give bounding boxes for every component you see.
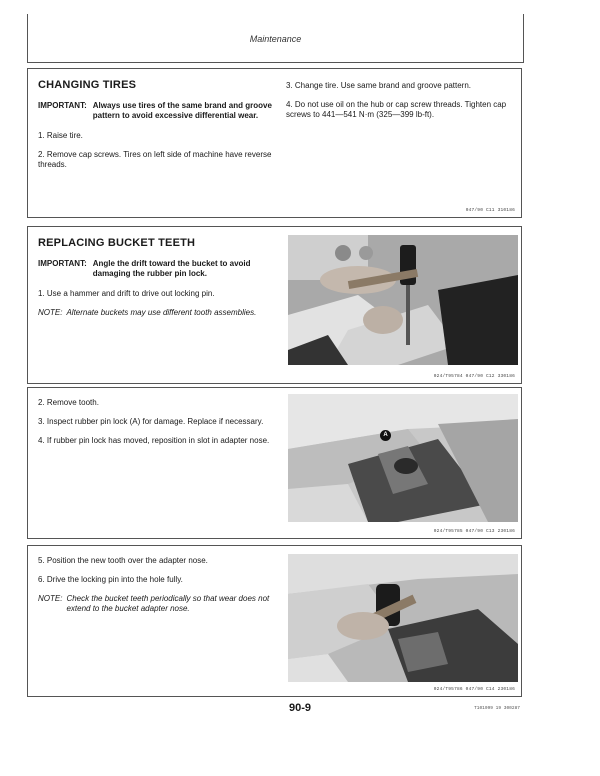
step-5: 5. Position the new tooth over the adapter nose. xyxy=(38,556,208,565)
note xyxy=(38,308,276,318)
step-2: 2. Remove tooth. xyxy=(38,398,99,407)
panel-install-tooth xyxy=(27,545,522,697)
step-4: 4. If rubber pin lock has moved, reposition in slot in adapter nose. xyxy=(38,436,270,445)
important-label: IMPORTANT: xyxy=(38,259,87,268)
note-label: NOTE: xyxy=(38,594,63,603)
note-text: Alternate buckets may use different tooth assemblies. xyxy=(66,308,257,317)
important-label: IMPORTANT: xyxy=(38,101,87,110)
important-text: Angle the drift toward the bucket to avoid damaging the rubber pin lock. xyxy=(92,259,251,278)
note-text: Check the bucket teeth periodically so that wear does not extend to the bucket adapter nose. xyxy=(66,594,270,613)
adapter-nose-photo xyxy=(288,394,518,522)
step-3: 3. Inspect rubber pin lock (A) for damage. Replace if necessary. xyxy=(38,417,264,426)
changing-tires-heading: CHANGING TIRES xyxy=(38,79,137,91)
step-1: 1. Raise tire. xyxy=(38,131,83,140)
note-label: NOTE: xyxy=(38,308,63,317)
callout-a: A xyxy=(380,430,391,441)
reference-code: 024/T95786 047/90 C14 230186 xyxy=(433,687,515,692)
reference-code: 024/T95784 047/90 C12 330186 xyxy=(433,374,515,379)
replacing-teeth-heading: REPLACING BUCKET TEETH xyxy=(38,237,196,249)
step-6: 6. Drive the locking pin into the hole fully. xyxy=(38,575,183,584)
header-frame xyxy=(27,14,524,63)
page-number: 90-9 xyxy=(288,702,312,714)
step-3: 3. Change tire. Use same brand and groove pattern. xyxy=(286,81,471,90)
step-1: 1. Use a hammer and drift to drive out locking pin. xyxy=(38,289,215,298)
step-2: 2. Remove cap screws. Tires on left side of machine have reverse threads. xyxy=(38,150,272,169)
important-notice xyxy=(38,101,276,121)
important-text: Always use tires of the same brand and groove pattern to avoid excessive differential wear. xyxy=(92,101,272,120)
footer-code: T101099 19 300287 xyxy=(474,706,520,711)
panel-remove-tooth xyxy=(27,387,522,539)
panel-changing-tires xyxy=(27,68,522,218)
note xyxy=(38,594,276,614)
reference-code: 024/T95785 047/90 C13 230186 xyxy=(433,529,515,534)
reference-code: 047/90 C11 310186 xyxy=(465,208,515,213)
step-4: 4. Do not use oil on the hub or cap screw threads. Tighten cap screws to 441—541 N·m (325—399 lb-ft). xyxy=(286,100,507,119)
important-notice xyxy=(38,259,276,279)
section-title: Maintenance xyxy=(249,34,302,44)
hammer-drift-photo xyxy=(288,235,518,365)
install-tooth-photo xyxy=(288,554,518,682)
panel-replacing-bucket-teeth xyxy=(27,226,522,384)
